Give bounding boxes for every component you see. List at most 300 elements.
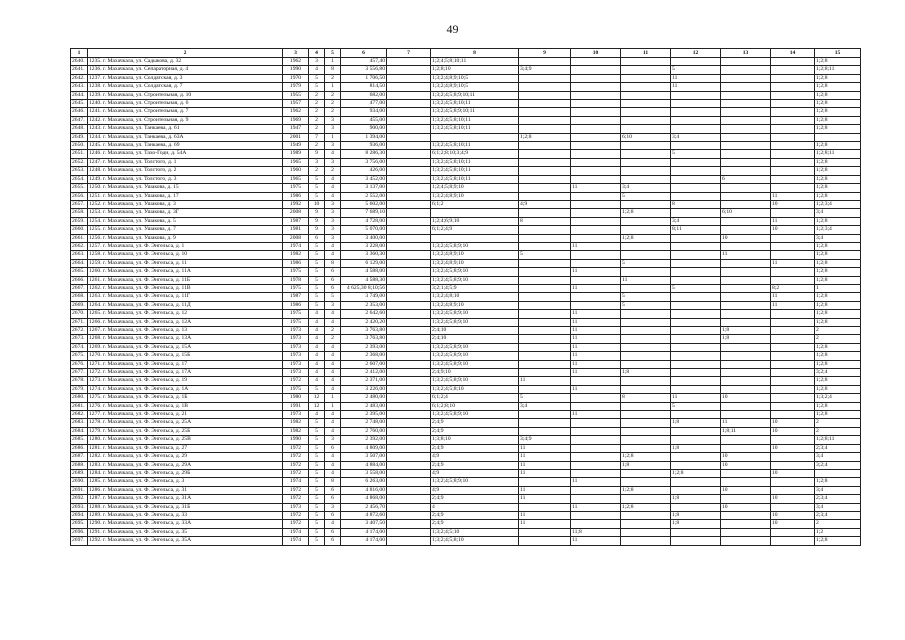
table-cell: 9: [309, 226, 325, 234]
table-cell: [519, 83, 571, 91]
table-cell: 2: [309, 91, 325, 99]
table-cell: 5: [309, 453, 325, 461]
table-cell: [771, 453, 815, 461]
table-row: [71, 116, 861, 124]
table-cell: 2: [325, 74, 341, 82]
table-cell: 1241. г. Махачкала, ул. Строительная, д. 7: [88, 108, 283, 116]
table-cell: [621, 200, 671, 208]
table-cell: 1955: [283, 91, 309, 99]
table-cell: 2688.: [71, 461, 88, 469]
table-cell: 1;2;4;5;8;10;11: [431, 58, 519, 66]
table-cell: 4: [325, 150, 341, 158]
table-cell: 11: [519, 486, 571, 494]
table-cell: 10: [721, 461, 771, 469]
table-cell: 2670.: [71, 310, 88, 318]
table-cell: 1947: [283, 125, 309, 133]
table-cell: [671, 268, 721, 276]
table-cell: [387, 251, 431, 259]
table-cell: 6;1;2;4: [431, 394, 519, 402]
table-cell: 4: [309, 343, 325, 351]
table-cell: [771, 436, 815, 444]
table-cell: 11: [571, 352, 621, 360]
table-cell: 11: [519, 469, 571, 477]
table-cell: 2684.: [71, 427, 88, 435]
table-cell: 2;4;9: [431, 461, 519, 469]
table-cell: 1;3;2;4;5;8;10;11: [431, 125, 519, 133]
table-cell: [621, 175, 671, 183]
table-cell: [721, 66, 771, 74]
table-cell: [571, 301, 621, 309]
table-cell: 1;2;8: [815, 352, 861, 360]
table-cell: 1;2;8: [621, 503, 671, 511]
table-cell: 10: [771, 444, 815, 452]
table-cell: 1;2;8: [815, 268, 861, 276]
table-cell: [387, 486, 431, 494]
table-cell: 11: [771, 259, 815, 267]
table-cell: 1265. г. Махачкала, ул. Ф. Энгельса, д. 12: [88, 310, 283, 318]
table-cell: [571, 83, 621, 91]
table-row: [71, 259, 861, 267]
table-cell: [519, 293, 571, 301]
register-table: [70, 48, 861, 546]
table-cell: 11: [519, 520, 571, 528]
table-cell: 2: [309, 116, 325, 124]
table-cell: [621, 528, 671, 536]
table-cell: [519, 259, 571, 267]
table-cell: 1;2;8;11: [815, 150, 861, 158]
table-cell: 5: [309, 469, 325, 477]
table-cell: [671, 537, 721, 545]
table-cell: 2;4;10: [431, 327, 519, 335]
table-cell: 9: [309, 217, 325, 225]
table-cell: 7: [309, 133, 325, 141]
table-cell: [621, 142, 671, 150]
table-cell: [387, 453, 431, 461]
table-cell: [519, 478, 571, 486]
table-cell: 3;4: [815, 209, 861, 217]
table-cell: 1986: [283, 301, 309, 309]
table-cell: 2643.: [71, 83, 88, 91]
table-cell: [387, 209, 431, 217]
table-cell: [671, 352, 721, 360]
table-cell: 10: [721, 394, 771, 402]
table-cell: 1979: [283, 83, 309, 91]
table-cell: 2675.: [71, 352, 88, 360]
table-cell: 1990: [283, 436, 309, 444]
table-cell: [771, 360, 815, 368]
table-cell: 2653.: [71, 167, 88, 175]
table-cell: 3 452,00: [341, 175, 387, 183]
table-cell: 2 392,00: [341, 436, 387, 444]
table-cell: [671, 100, 721, 108]
table-cell: [721, 469, 771, 477]
table-cell: 1247. г. Махачкала, ул. Толстого, д. 1: [88, 158, 283, 166]
table-cell: 1248. г. Махачкала, ул. Толстого, д. 2: [88, 167, 283, 175]
table-cell: 1982: [283, 251, 309, 259]
table-cell: 1;3;2;4;8;9;10: [431, 192, 519, 200]
table-cell: 4 809,00: [341, 444, 387, 452]
table-cell: [387, 142, 431, 150]
table-cell: 11: [721, 251, 771, 259]
table-cell: 1;2;8: [621, 453, 671, 461]
table-cell: 5: [325, 293, 341, 301]
table-cell: 1957: [283, 100, 309, 108]
table-cell: 1270. г. Махачкала, ул. Ф. Энгельса, д. 15Б: [88, 352, 283, 360]
table-cell: [387, 293, 431, 301]
table-cell: 2 353,00: [341, 301, 387, 309]
table-cell: 1 706,50: [341, 74, 387, 82]
table-cell: [571, 520, 621, 528]
table-cell: [671, 293, 721, 301]
table-cell: 11: [771, 192, 815, 200]
table-cell: 1972: [283, 486, 309, 494]
table-cell: 2687.: [71, 453, 88, 461]
table-cell: 1290. г. Махачкала, ул. Ф. Энгельса, д. 33А: [88, 520, 283, 528]
table-row: [71, 394, 861, 402]
table-cell: 6;10: [621, 133, 671, 141]
table-cell: 6 129,00: [341, 259, 387, 267]
table-cell: [771, 133, 815, 141]
table-cell: 1238. г. Махачкала, ул. Солдатская, д. 7: [88, 83, 283, 91]
table-cell: 1949: [283, 142, 309, 150]
table-cell: 4: [309, 310, 325, 318]
table-cell: 2665.: [71, 268, 88, 276]
table-cell: 3 507,00: [341, 453, 387, 461]
table-cell: 1986: [283, 259, 309, 267]
table-cell: 6: [325, 486, 341, 494]
table-cell: 4: [325, 385, 341, 393]
table-cell: [621, 167, 671, 175]
table-cell: 1975: [283, 385, 309, 393]
table-cell: [519, 184, 571, 192]
table-cell: [387, 108, 431, 116]
table-cell: 2: [325, 327, 341, 335]
table-cell: [571, 226, 621, 234]
table-cell: 2658.: [71, 209, 88, 217]
table-cell: 1250. г. Махачкала, ул. Ушакова, д. 15: [88, 184, 283, 192]
table-cell: [571, 142, 621, 150]
table-cell: [519, 116, 571, 124]
table-cell: 5: [309, 293, 325, 301]
table-cell: [571, 377, 621, 385]
table-cell: 1271. г. Махачкала, ул. Ф. Энгельса, д. 17: [88, 360, 283, 368]
column-header: 12: [671, 49, 721, 58]
table-cell: 11: [571, 184, 621, 192]
table-cell: 455,00: [341, 116, 387, 124]
table-cell: 2: [815, 327, 861, 335]
table-cell: [621, 402, 671, 410]
table-cell: [387, 503, 431, 511]
table-cell: 1288. г. Махачкала, ул. Ф. Энгельса, д. 31Б: [88, 503, 283, 511]
table-cell: 1255. г. Махачкала, ул. Ушакова, д. 7: [88, 226, 283, 234]
table-cell: 1965: [283, 158, 309, 166]
table-cell: [621, 74, 671, 82]
table-row: [71, 293, 861, 301]
table-cell: 3 756,00: [341, 158, 387, 166]
column-header: 5: [325, 49, 341, 58]
table-cell: [621, 310, 671, 318]
table-cell: 1;3;2;4;5;8;9;10: [431, 360, 519, 368]
table-cell: 2: [815, 419, 861, 427]
table-cell: [387, 276, 431, 284]
table-cell: [387, 167, 431, 175]
table-cell: [671, 242, 721, 250]
table-cell: 2682.: [71, 411, 88, 419]
table-cell: 5: [309, 74, 325, 82]
table-row: [71, 268, 861, 276]
table-cell: 4 816,00: [341, 486, 387, 494]
table-cell: 1982: [283, 419, 309, 427]
table-cell: [771, 66, 815, 74]
table-cell: 2 412,00: [341, 369, 387, 377]
table-cell: 1972: [283, 453, 309, 461]
table-row: [71, 327, 861, 335]
table-cell: [721, 226, 771, 234]
table-cell: 1;2;8: [621, 209, 671, 217]
table-cell: 3 228,00: [341, 242, 387, 250]
table-cell: 6: [325, 537, 341, 545]
table-cell: 10: [771, 419, 815, 427]
table-cell: [387, 242, 431, 250]
table-cell: 10: [771, 200, 815, 208]
table-cell: [671, 343, 721, 351]
table-cell: [721, 268, 771, 276]
table-cell: 1;2;8: [815, 318, 861, 326]
table-cell: 10: [771, 520, 815, 528]
table-cell: 1275. г. Махачкала, ул. Ф. Энгельса, д. 1Б: [88, 394, 283, 402]
table-cell: 1274. г. Махачкала, ул. Ф. Энгельса, д. 1А: [88, 385, 283, 393]
table-cell: 3: [325, 116, 341, 124]
table-cell: [721, 116, 771, 124]
table-cell: 8: [325, 478, 341, 486]
table-cell: [771, 327, 815, 335]
table-cell: 1263. г. Махачкала, ул. Ф. Энгельса, д. 11Г: [88, 293, 283, 301]
table-cell: 1;8: [721, 335, 771, 343]
table-cell: 1;2;8: [621, 486, 671, 494]
table-cell: [721, 74, 771, 82]
table-cell: 8: [325, 66, 341, 74]
table-cell: 1285. г. Махачкала, ул. Ф. Энгельса, д. 3: [88, 478, 283, 486]
table-cell: 1267. г. Махачкала, ул. Ф. Энгельса, д. 13: [88, 327, 283, 335]
table-row: [71, 377, 861, 385]
table-cell: 2: [309, 108, 325, 116]
table-cell: 2: [309, 142, 325, 150]
table-cell: 4: [325, 192, 341, 200]
table-cell: 1 394,00: [341, 133, 387, 141]
table-cell: 1;2;8: [815, 175, 861, 183]
table-row: [71, 83, 861, 91]
table-cell: 2683.: [71, 419, 88, 427]
table-cell: 5: [309, 385, 325, 393]
table-cell: [387, 58, 431, 66]
table-cell: [721, 520, 771, 528]
table-cell: 5: [309, 478, 325, 486]
table-cell: 11: [571, 318, 621, 326]
table-cell: [771, 242, 815, 250]
table-cell: 2659.: [71, 217, 88, 225]
table-cell: 2;4;9: [431, 444, 519, 452]
table-cell: [771, 209, 815, 217]
table-cell: [671, 461, 721, 469]
table-cell: 2 552,00: [341, 192, 387, 200]
table-cell: [721, 83, 771, 91]
table-cell: 6: [325, 495, 341, 503]
table-cell: 2 420,20: [341, 318, 387, 326]
table-cell: [671, 158, 721, 166]
table-cell: 10: [721, 453, 771, 461]
table-cell: 1;2;8: [815, 91, 861, 99]
table-cell: 4 174,00: [341, 537, 387, 545]
column-header: 2: [88, 49, 283, 58]
table-cell: 934,00: [341, 108, 387, 116]
table-cell: 1;3;2;4;5;8;10;11: [431, 116, 519, 124]
table-cell: 3 763,80: [341, 327, 387, 335]
column-header: 11: [621, 49, 671, 58]
table-cell: 5: [671, 402, 721, 410]
table-cell: 1269. г. Махачкала, ул. Ф. Энгельса, д. 15А: [88, 343, 283, 351]
table-cell: [571, 486, 621, 494]
table-cell: 5: [671, 150, 721, 158]
table-cell: 2645.: [71, 100, 88, 108]
table-cell: 1975: [283, 284, 309, 292]
table-cell: [771, 352, 815, 360]
table-cell: [621, 251, 671, 259]
table-cell: 8;11: [671, 226, 721, 234]
table-cell: [721, 284, 771, 292]
column-header: 14: [771, 49, 815, 58]
table-cell: 3;2;4: [815, 369, 861, 377]
table-cell: 1;2;4;6;9;10: [431, 217, 519, 225]
table-cell: 4 174,00: [341, 528, 387, 536]
table-cell: [519, 369, 571, 377]
table-cell: 1978: [283, 276, 309, 284]
table-cell: [387, 343, 431, 351]
table-row: [71, 335, 861, 343]
page-number: 49: [446, 22, 459, 36]
table-cell: 1989: [283, 150, 309, 158]
table-cell: 5: [519, 394, 571, 402]
table-cell: 5: [309, 427, 325, 435]
table-cell: [519, 537, 571, 545]
table-cell: [387, 385, 431, 393]
table-cell: [721, 293, 771, 301]
table-row: [71, 150, 861, 158]
table-cell: [771, 402, 815, 410]
table-cell: 2: [309, 100, 325, 108]
table-cell: 1;2;3;4: [815, 226, 861, 234]
column-header: 13: [721, 49, 771, 58]
table-cell: 1;8: [671, 495, 721, 503]
table-cell: 2 748,00: [341, 419, 387, 427]
table-cell: 4: [325, 461, 341, 469]
table-cell: 1257. г. Махачкала, ул. Ф. Энгельса, д. 1: [88, 242, 283, 250]
table-cell: 2 393,00: [341, 343, 387, 351]
table-cell: 1251. г. Махачкала, ул. Ушакова, д. 17: [88, 192, 283, 200]
table-cell: 2696.: [71, 528, 88, 536]
table-cell: 11: [571, 360, 621, 368]
table-cell: 6: [325, 284, 341, 292]
table-cell: [387, 327, 431, 335]
table-cell: [621, 284, 671, 292]
table-cell: 936,00: [341, 142, 387, 150]
table-cell: [671, 276, 721, 284]
table-cell: [621, 385, 671, 393]
table-row: [71, 369, 861, 377]
table-cell: [519, 419, 571, 427]
table-cell: [519, 503, 571, 511]
table-row: [71, 511, 861, 519]
table-cell: [571, 200, 621, 208]
table-row: [71, 537, 861, 545]
table-cell: 1;3;2;4;5;8;10;11: [431, 167, 519, 175]
table-cell: [671, 369, 721, 377]
table-cell: [621, 91, 671, 99]
table-row: [71, 242, 861, 250]
table-cell: 5: [309, 276, 325, 284]
table-cell: [519, 411, 571, 419]
table-cell: [671, 385, 721, 393]
table-cell: [771, 142, 815, 150]
table-cell: 12: [309, 394, 325, 402]
table-cell: 5: [309, 83, 325, 91]
table-cell: [519, 242, 571, 250]
table-cell: 1973: [283, 360, 309, 368]
table-row: [71, 411, 861, 419]
table-cell: [721, 58, 771, 66]
table-row: [71, 419, 861, 427]
table-cell: 2676.: [71, 360, 88, 368]
table-cell: 4: [309, 369, 325, 377]
table-cell: 5: [309, 503, 325, 511]
table-cell: [387, 74, 431, 82]
table-cell: 1;8;11: [721, 427, 771, 435]
table-cell: [771, 251, 815, 259]
table-cell: 10: [721, 486, 771, 494]
table-cell: [771, 537, 815, 545]
table-cell: 6;1;2: [431, 200, 519, 208]
table-cell: 4: [325, 343, 341, 351]
table-cell: [621, 100, 671, 108]
table-cell: [519, 125, 571, 133]
table-cell: [387, 444, 431, 452]
table-cell: [387, 436, 431, 444]
table-cell: [519, 192, 571, 200]
table-cell: 11: [571, 385, 621, 393]
column-header: 1: [71, 49, 88, 58]
table-cell: 4: [325, 369, 341, 377]
table-cell: 1974: [283, 528, 309, 536]
table-cell: 1;2;8;11: [815, 66, 861, 74]
table-cell: [621, 495, 671, 503]
table-cell: 3 400,00: [341, 234, 387, 242]
table-cell: [519, 100, 571, 108]
table-cell: 9: [309, 209, 325, 217]
table-cell: [771, 335, 815, 343]
table-cell: 3 407,50: [341, 520, 387, 528]
table-cell: 1;2;8: [671, 469, 721, 477]
table-cell: [721, 537, 771, 545]
table-cell: [671, 142, 721, 150]
table-cell: 2663.: [71, 251, 88, 259]
table-row: [71, 108, 861, 116]
table-cell: 1;3;2;4;8;10: [431, 293, 519, 301]
table-cell: 4 588,30: [341, 276, 387, 284]
table-row: [71, 310, 861, 318]
table-row: [71, 133, 861, 141]
table-cell: [387, 301, 431, 309]
table-cell: [621, 419, 671, 427]
table-cell: [571, 251, 621, 259]
